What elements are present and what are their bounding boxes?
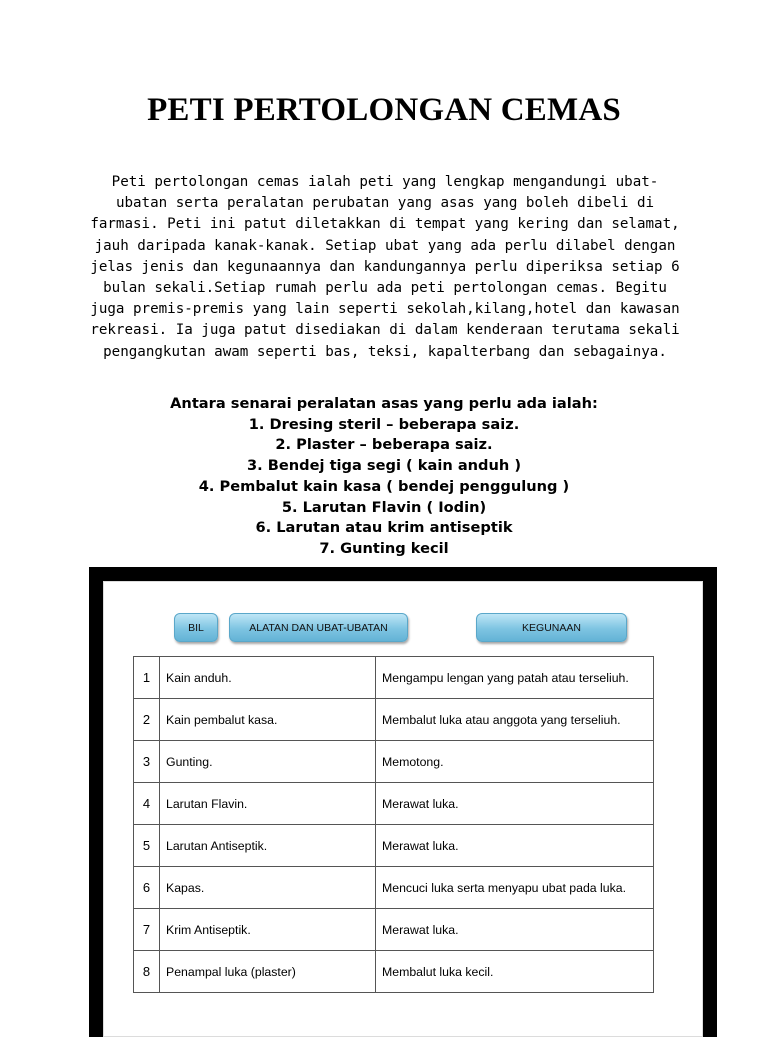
list-item: 6. Larutan atau krim antiseptik — [255, 519, 513, 537]
row-number: 1 — [134, 657, 160, 699]
row-item: Krim Antiseptik. — [160, 909, 376, 951]
row-number: 5 — [134, 825, 160, 867]
list-item: 4. Pembalut kain kasa ( bendej penggulung ) — [198, 477, 570, 495]
row-number: 3 — [134, 741, 160, 783]
row-usage: Mencuci luka serta menyapu ubat pada luka. — [376, 867, 654, 909]
equipment-list — [0, 415, 768, 560]
table-row — [134, 825, 654, 867]
list-item: 1. Dresing steril – beberapa saiz. — [248, 415, 520, 433]
row-number: 4 — [134, 783, 160, 825]
row-usage: Merawat luka. — [376, 783, 654, 825]
header-tab-kegunaan: KEGUNAAN — [476, 613, 627, 642]
row-usage: Membalut luka atau anggota yang terseliuh. — [376, 699, 654, 741]
page-title: PETI PERTOLONGAN CEMAS — [147, 92, 621, 128]
table-row — [134, 741, 654, 783]
header-tab-bil: BIL — [174, 613, 218, 642]
table-row — [134, 909, 654, 951]
list-item: 5. Larutan Flavin ( Iodin) — [281, 498, 487, 516]
row-usage: Merawat luka. — [376, 909, 654, 951]
table-row — [134, 951, 654, 993]
row-item: Gunting. — [160, 741, 376, 783]
row-number: 2 — [134, 699, 160, 741]
list-item: 2. Plaster – beberapa saiz. — [275, 436, 493, 454]
table-row — [134, 867, 654, 909]
row-number: 7 — [134, 909, 160, 951]
table-row — [134, 699, 654, 741]
row-item: Larutan Flavin. — [160, 783, 376, 825]
header-tab-alatan: ALATAN DAN UBAT-UBATAN — [229, 613, 408, 642]
row-number: 6 — [134, 867, 160, 909]
equipment-list-section — [0, 394, 768, 560]
row-number: 8 — [134, 951, 160, 993]
row-item: Larutan Antiseptik. — [160, 825, 376, 867]
row-usage: Memotong. — [376, 741, 654, 783]
list-item: 7. Gunting kecil — [319, 539, 449, 557]
list-heading: Antara senarai peralatan asas yang perlu ada ialah: — [170, 395, 598, 412]
table-row — [134, 783, 654, 825]
row-usage: Mengampu lengan yang patah atau terseliuh. — [376, 657, 654, 699]
equipment-table — [133, 656, 654, 993]
row-usage: Membalut luka kecil. — [376, 951, 654, 993]
row-item: Kain pembalut kasa. — [160, 699, 376, 741]
row-item: Kapas. — [160, 867, 376, 909]
list-item: 3. Bendej tiga segi ( kain anduh ) — [246, 457, 522, 475]
intro-paragraph: Peti pertolongan cemas ialah peti yang lengkap mengandungi ubat-ubatan serta peralatan perubatan yang asas yang boleh dibeli di farmasi. Peti ini patut diletakkan di tempat yang kering dan selamat, jauh daripada kanak-kanak. Setiap ubat yang ada perlu dilabel dengan jelas jenis dan kegunaannya dan kandungannya perlu diperiksa setiap 6 bulan sekali.Setiap rumah perlu ada peti pertolongan cemas. Begitu juga premis-premis yang lain seperti sekolah,kilang,hotel dan kawasan rekreasi. Ia juga patut disediakan di dalam kenderaan terutama sekali pengangkutan awam seperti bas, teksi, kapalterbang dan sebagainya. — [90, 174, 680, 360]
row-item: Penampal luka (plaster) — [160, 951, 376, 993]
row-usage: Merawat luka. — [376, 825, 654, 867]
row-item: Kain anduh. — [160, 657, 376, 699]
table-row — [134, 657, 654, 699]
